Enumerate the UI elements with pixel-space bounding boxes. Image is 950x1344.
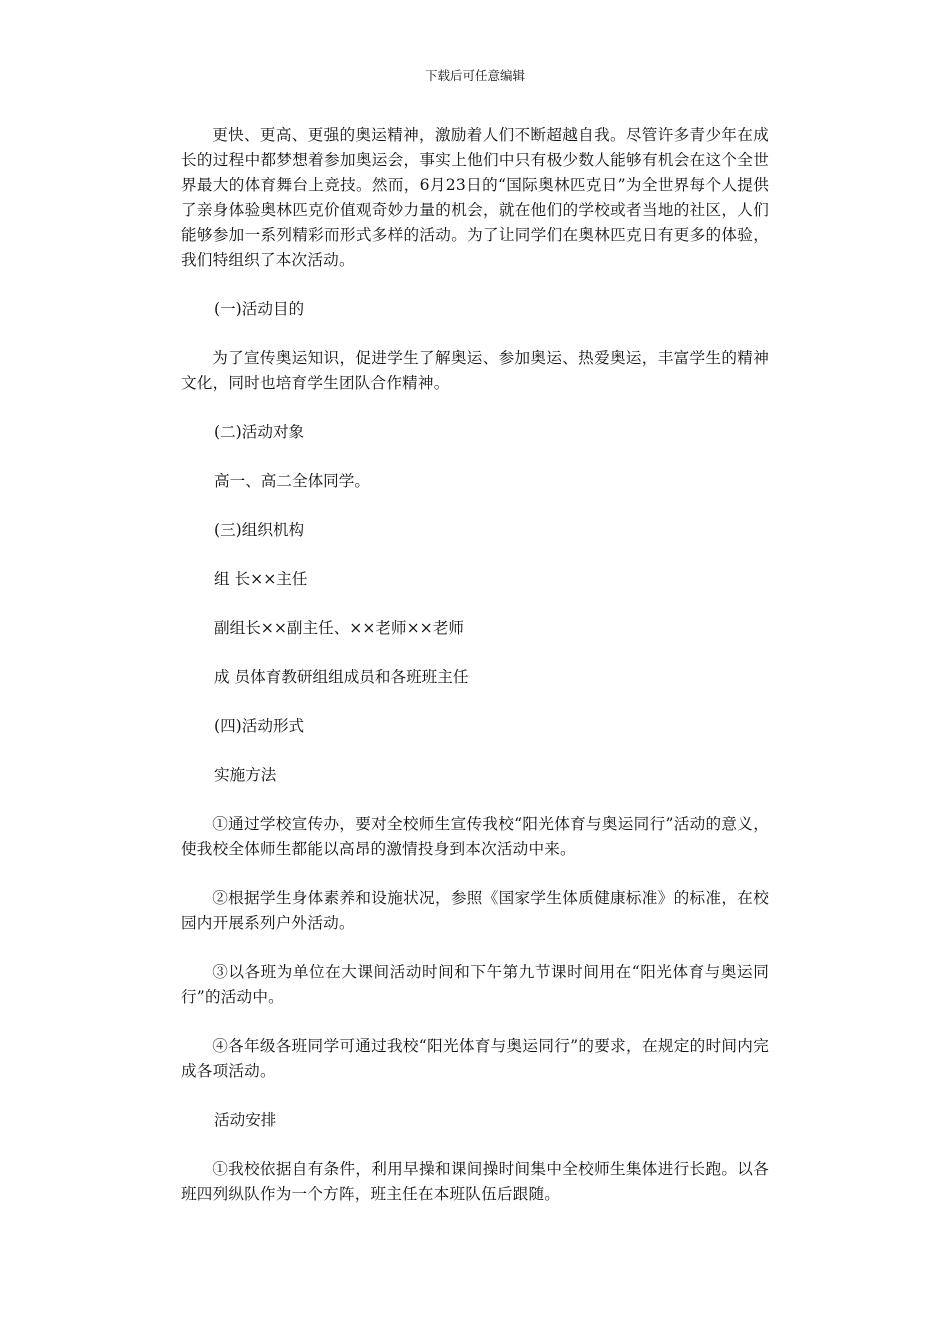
section-heading-purpose: (一)活动目的 (214, 300, 305, 318)
implementation-item-1: ①通过学校宣传办，要对全校师生宣传我校“阳光体育与奥运同行”活动的意义，使我校全体师生都能以高昂的激情投身到本次活动中来。 (181, 815, 769, 858)
section-heading-format: (四)活动形式 (214, 717, 305, 735)
page-header: 下载后可任意编辑 (424, 68, 525, 83)
subheading-arrangement: 活动安排 (214, 1111, 277, 1129)
audience-text: 高一、高二全体同学。 (214, 472, 370, 490)
implementation-item-4: ④各年级各班同学可通过我校“阳光体育与奥运同行”的要求，在规定的时间内完成各项活动。 (181, 1037, 769, 1080)
document-body (181, 123, 769, 1207)
purpose-paragraph: 为了宣传奥运知识，促进学生了解奥运、参加奥运、热爱奥运，丰富学生的精神文化，同时也培育学生团队合作精神。 (181, 349, 769, 392)
organization-members: 成 员体育教研组组成员和各班班主任 (214, 668, 469, 686)
section-heading-audience: (二)活动对象 (214, 423, 305, 441)
section-heading-organization: (三)组织机构 (214, 521, 305, 539)
intro-paragraph: 更快、更高、更强的奥运精神，激励着人们不断超越自我。尽管许多青少年在成长的过程中都梦想着参加奥运会，事实上他们中只有极少数人能够有机会在这个全世界最大的体育舞台上竞技。然而，6月23日的“国际奥林匹克日”为全世界每个人提供了亲身体验奥林匹克价值观奇妙力量的机会，就在他们的学校或者当地的社区，人们能够参加一系列精彩而形式多样的活动。为了让同学们在奥林匹克日有更多的体验，我们特组织了本次活动。 (181, 126, 769, 269)
organization-leader: 组 长××主任 (214, 570, 308, 588)
subheading-implementation: 实施方法 (214, 766, 277, 784)
implementation-item-2: ②根据学生身体素养和设施状况，参照《国家学生体质健康标准》的标准，在校园内开展系列户外活动。 (181, 889, 769, 932)
organization-deputy: 副组长××副主任、××老师××老师 (214, 619, 464, 637)
arrangement-item-1: ①我校依据自有条件，利用早操和课间操时间集中全校师生集体进行长跑。以各班四列纵队作为一个方阵，班主任在本班队伍后跟随。 (181, 1160, 769, 1203)
implementation-item-3: ③以各班为单位在大课间活动时间和下午第九节课时间用在“阳光体育与奥运同行”的活动中。 (181, 963, 769, 1006)
